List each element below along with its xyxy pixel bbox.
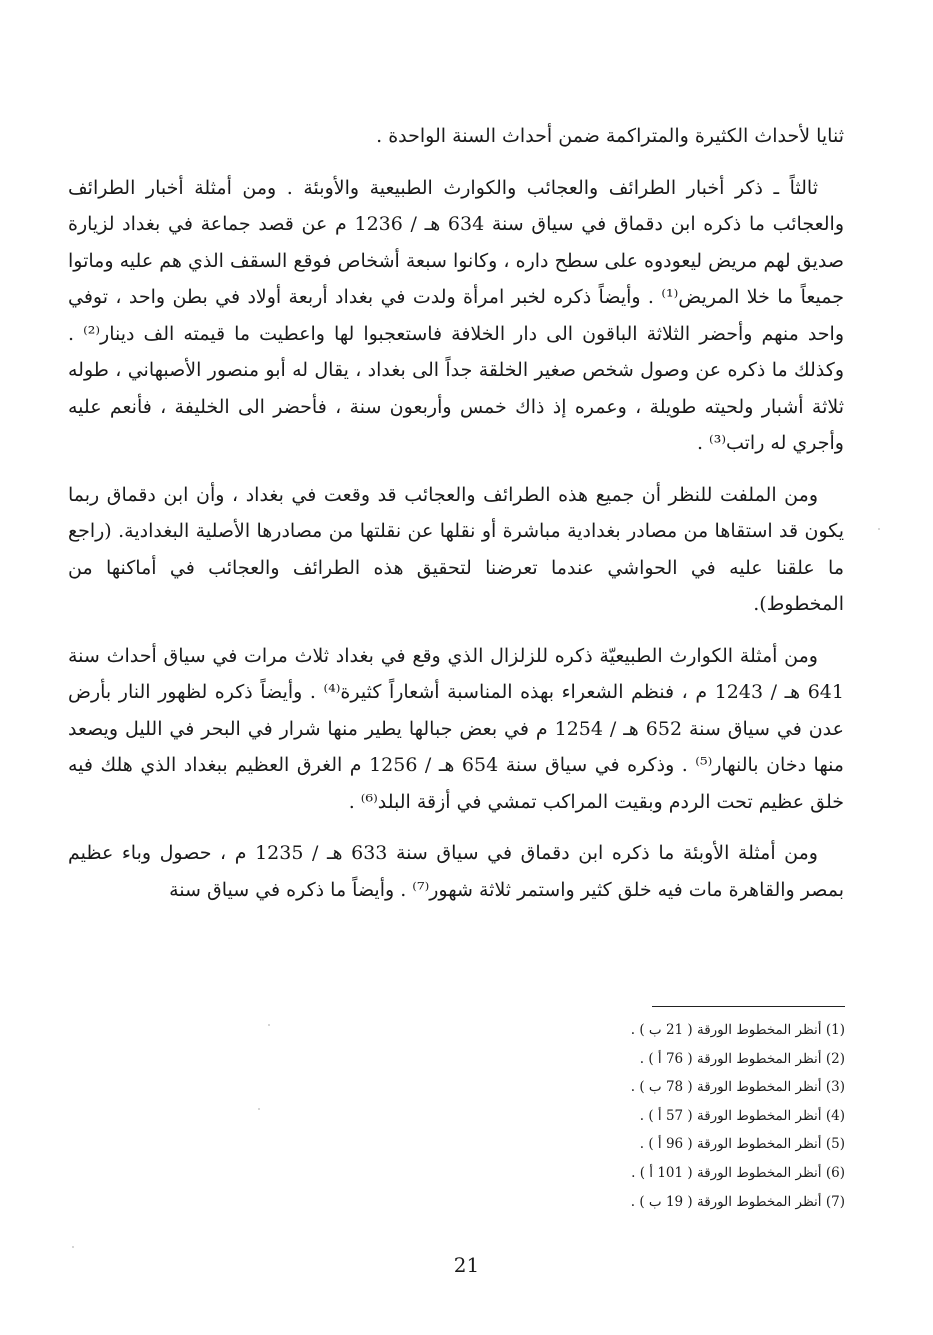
scan-speck [258,1108,260,1110]
paragraph: ومن أمثلة الأوبئة ما ذكره ابن دقماق في سياق سنة 633 هـ / 1235 م ، حصول وباء عظيم بمصر والقاهرة مات فيه خلق كثير واستمر ثلاثة شهور⁽⁷⁾ . وأيضاً ما ذكره في سياق سنة [68,842,844,901]
footnote: (6) أنظر المخطوط الورقة ( 101 أ ) . [631,1164,845,1181]
paragraph: ومن الملفت للنظر أن جميع هذه الطرائف والعجائب قد وقعت في بغداد ، وأن ابن دقماق ربما يكون قد استقاها من مصادر بغدادية مباشرة أو نقلها عن نقلتها من مصادرها الأصلية البغدادية. (راجع ما علقنا عليه في الحواشي عندما تعرضنا لتحقيق هذه الطرائف والعجائب في أماكنها من المخطوط). [68,483,845,615]
footnote: (5) أنظر المخطوط الورقة ( 96 أ ) . [639,1136,845,1153]
paragraph: ومن أمثلة الكوارث الطبيعيّة ذكره للزلزال الذي وقع في بغداد ثلاث مرات في سياق أحداث سنة 641 هـ / 1243 م ، فنظم الشعراء بهذه المناسبة أشعاراً كثيرة⁽⁴⁾ . وأيضاً ذكره لظهور النار بأرض عدن في سياق سنة 652 هـ / 1254 م في بعض جبالها يطير منها شرار في البحر في الليل ويصعد منها دخان بالنهار⁽⁵⁾ . وذكره في سياق سنة 654 هـ / 1256 م الغرق العظيم ببغداد الذي هلك فيه خلق عظيم تحت الردم وبقيت المراكب تمشي في أزقة البلد⁽⁶⁾ . [68,644,844,813]
footnote: (1) أنظر المخطوط الورقة ( 21 ب ) . [630,1022,845,1038]
footnotes [500,1016,845,1216]
footnote: (3) أنظر المخطوط الورقة ( 78 ب ) . [630,1079,845,1096]
scan-speck [878,528,880,530]
scan-speck [268,1024,270,1026]
footnote: (7) أنظر المخطوط الورقة ( 19 ب ) . [630,1193,845,1210]
paragraph: ثالثاً ـ ذكر أخبار الطرائف والعجائب والكوارث الطبيعية والأوبئة . ومن أمثلة أخبار الطرائف والعجائب ما ذكره ابن دقماق في سياق سنة 634 هـ / 1236 م عن قصد جماعة في بغداد لزيارة صديق لهم مريض ليعودوه على سطح داره ، وكانوا سبعة أشخاص فوقع السقف الذي هم عليه وماتوا جميعاً ما خلا المريض⁽¹⁾ . وأيضاً ذكره لخبر امرأة ولدت في بغداد أربعة أولاد في بطن واحد ، توفي واحد منهم وأحضر الثلاثة الباقون الى دار الخلافة فاستعجبوا لها واعطيت ما قيمته الف دينار⁽²⁾ . وكذلك ما ذكره عن وصول شخص صغير الخلقة جداً الى بغداد ، يقال له أبو منصور الأصبهاني ، طوله ثلاثة أشبار ولحيته طويلة ، وعمره إذ ذاك خمس وأربعون سنة ، فأحضر الى الخليفة ، فأنعم عليه وأجري له راتب⁽³⁾ . [68,176,844,454]
footnote-divider [652,1006,845,1007]
page-number: 21 [453,1253,480,1277]
scan-speck [72,1246,74,1248]
footnote: (4) أنظر المخطوط الورقة ( 57 أ ) . [639,1107,845,1124]
footnote: (2) أنظر المخطوط الورقة ( 76 أ ) . [639,1050,845,1067]
body-text [68,118,844,908]
paragraph: ثنايا لأحداث الكثيرة والمتراكمة ضمن أحداث السنة الواحدة . [376,125,844,147]
